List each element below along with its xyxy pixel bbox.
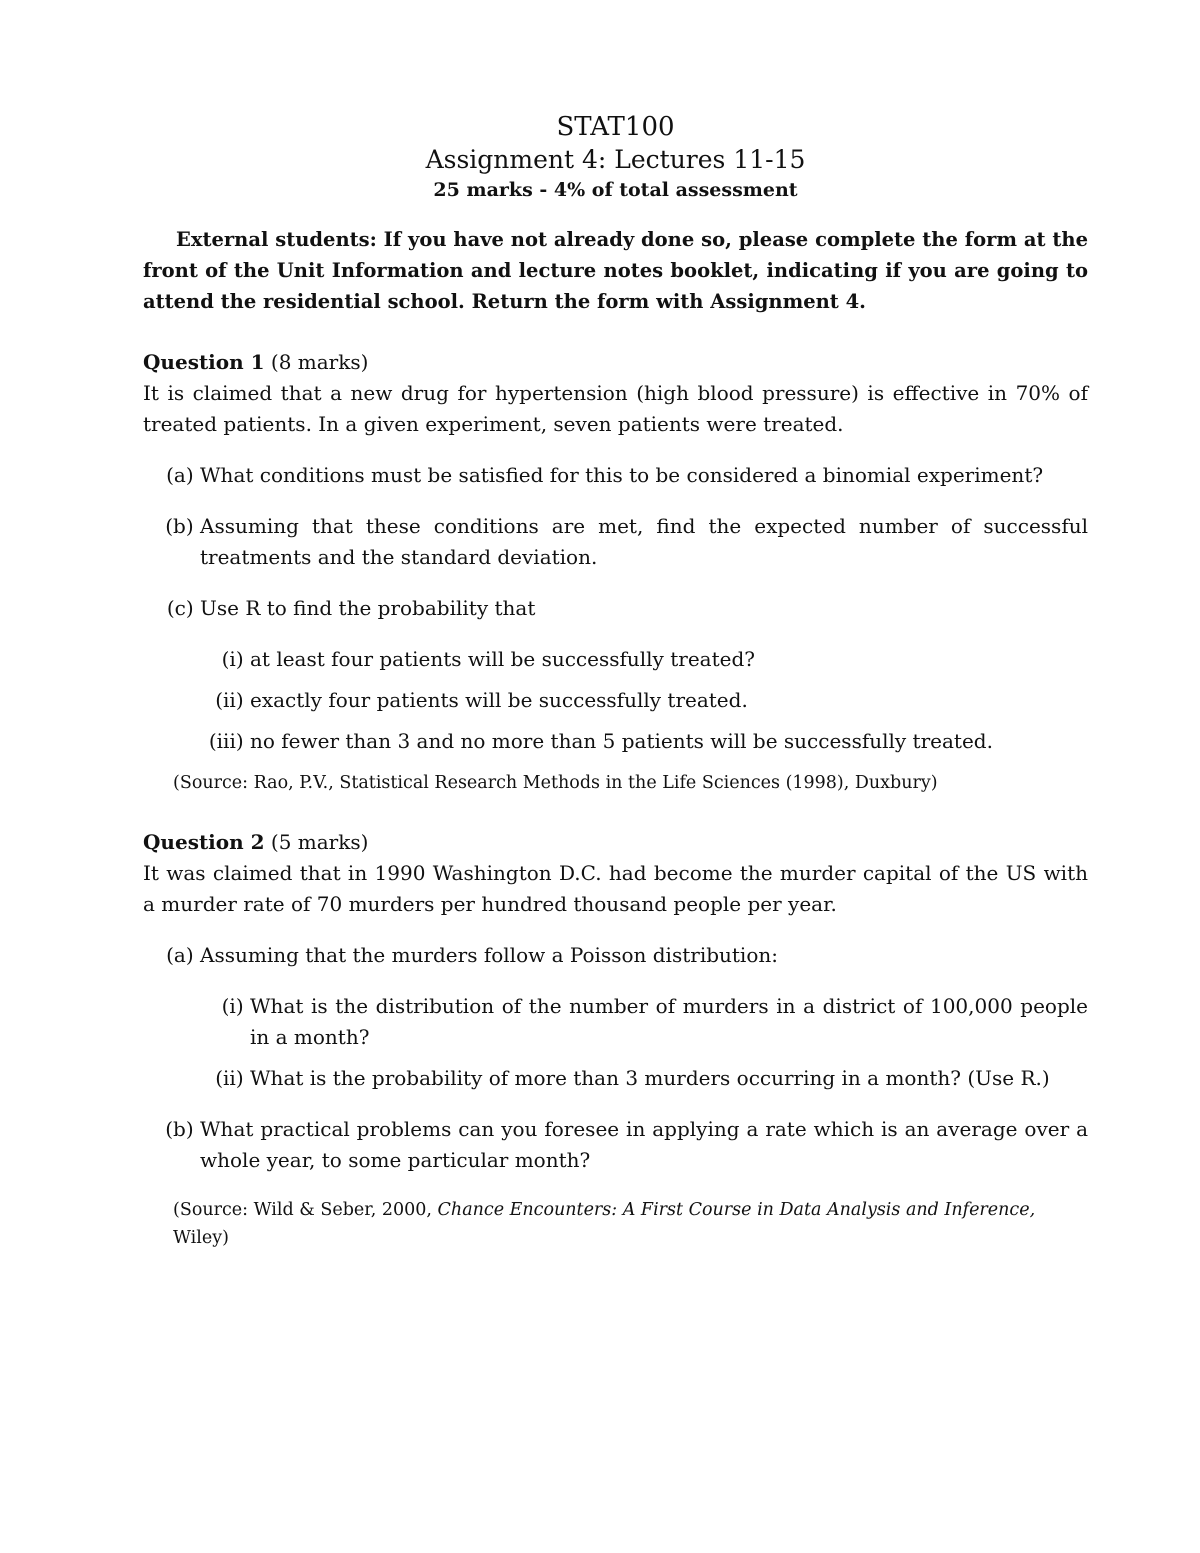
question-2-label: Question 2	[143, 830, 265, 854]
part-label: (b)	[165, 514, 194, 538]
subpart-label: (ii)	[215, 688, 244, 712]
question-1-marks: (8 marks)	[270, 350, 369, 374]
part-label: (a)	[166, 943, 194, 967]
source-suffix: Wiley)	[173, 1228, 229, 1248]
subpart-label: (iii)	[208, 729, 244, 753]
question-1-part-a	[143, 460, 1088, 491]
part-text: Assuming that these conditions are met, find the expected number of successful treatments and the standard deviation.	[200, 514, 1088, 569]
question-2-heading	[143, 827, 1088, 858]
question-2-part-b	[143, 1114, 1088, 1176]
course-code: STAT100	[556, 112, 675, 142]
question-1-text: It is claimed that a new drug for hypertension (high blood pressure) is effective in 70% of treated patients. In a given experiment, seven patients were treated.	[143, 381, 1088, 436]
question-1-source: (Source: Rao, P.V., Statistical Research Methods in the Life Sciences (1998), Duxbury)	[173, 773, 938, 793]
external-students-note: External students: If you have not already done so, please complete the form at the front of the Unit Information and lecture notes booklet, indicating if you are going to attend the residential school. Return the form with Assignment 4.	[143, 228, 1088, 313]
question-1	[143, 347, 1088, 797]
question-2-source	[173, 1196, 1088, 1252]
part-label: (c)	[166, 596, 194, 620]
subpart-text: exactly four patients will be successfully treated.	[250, 688, 748, 712]
subpart-text: no fewer than 3 and no more than 5 patients will be successfully treated.	[250, 729, 993, 753]
subpart-text: What is the distribution of the number of murders in a district of 100,000 people in a month?	[250, 994, 1088, 1049]
question-1-heading	[143, 347, 1088, 378]
question-2-part-a-ii	[143, 1063, 1088, 1094]
assignment-page	[143, 110, 1088, 1282]
question-2-marks: (5 marks)	[270, 830, 369, 854]
question-2-text: It was claimed that in 1990 Washington D.C. had become the murder capital of the US with a murder rate of 70 murders per hundred thousand people per year.	[143, 861, 1088, 916]
subpart-text: at least four patients will be successfully treated?	[250, 647, 755, 671]
subpart-text: What is the probability of more than 3 murders occurring in a month? (Use R.)	[250, 1066, 1050, 1090]
part-text: What conditions must be satisfied for this to be considered a binomial experiment?	[200, 463, 1044, 487]
question-2-part-a-i	[143, 991, 1088, 1053]
assignment-title: Assignment 4: Lectures 11-15	[425, 145, 806, 174]
part-text: What practical problems can you foresee in applying a rate which is an average over a whole year, to some particular month?	[200, 1117, 1088, 1172]
subpart-label: (i)	[221, 647, 244, 671]
question-1-label: Question 1	[143, 350, 265, 374]
part-label: (b)	[165, 1117, 194, 1141]
question-1-part-c-iii	[143, 726, 1088, 757]
subpart-label: (ii)	[215, 1066, 244, 1090]
source-book-title: Chance Encounters: A First Course in Data Analysis and Inference,	[437, 1200, 1036, 1220]
question-1-part-c-i	[143, 644, 1088, 675]
question-1-part-b	[143, 511, 1088, 573]
question-2	[143, 827, 1088, 1252]
question-1-part-c-ii	[143, 685, 1088, 716]
source-prefix: (Source: Wild & Seber, 2000,	[173, 1200, 438, 1220]
part-label: (a)	[166, 463, 194, 487]
marks-summary: 25 marks - 4% of total assessment	[433, 179, 798, 201]
question-1-part-c	[143, 593, 1088, 624]
part-text: Use R to find the probability that	[200, 596, 536, 620]
part-text: Assuming that the murders follow a Poisson distribution:	[200, 943, 778, 967]
question-2-part-a	[143, 940, 1088, 971]
subpart-label: (i)	[221, 994, 244, 1018]
